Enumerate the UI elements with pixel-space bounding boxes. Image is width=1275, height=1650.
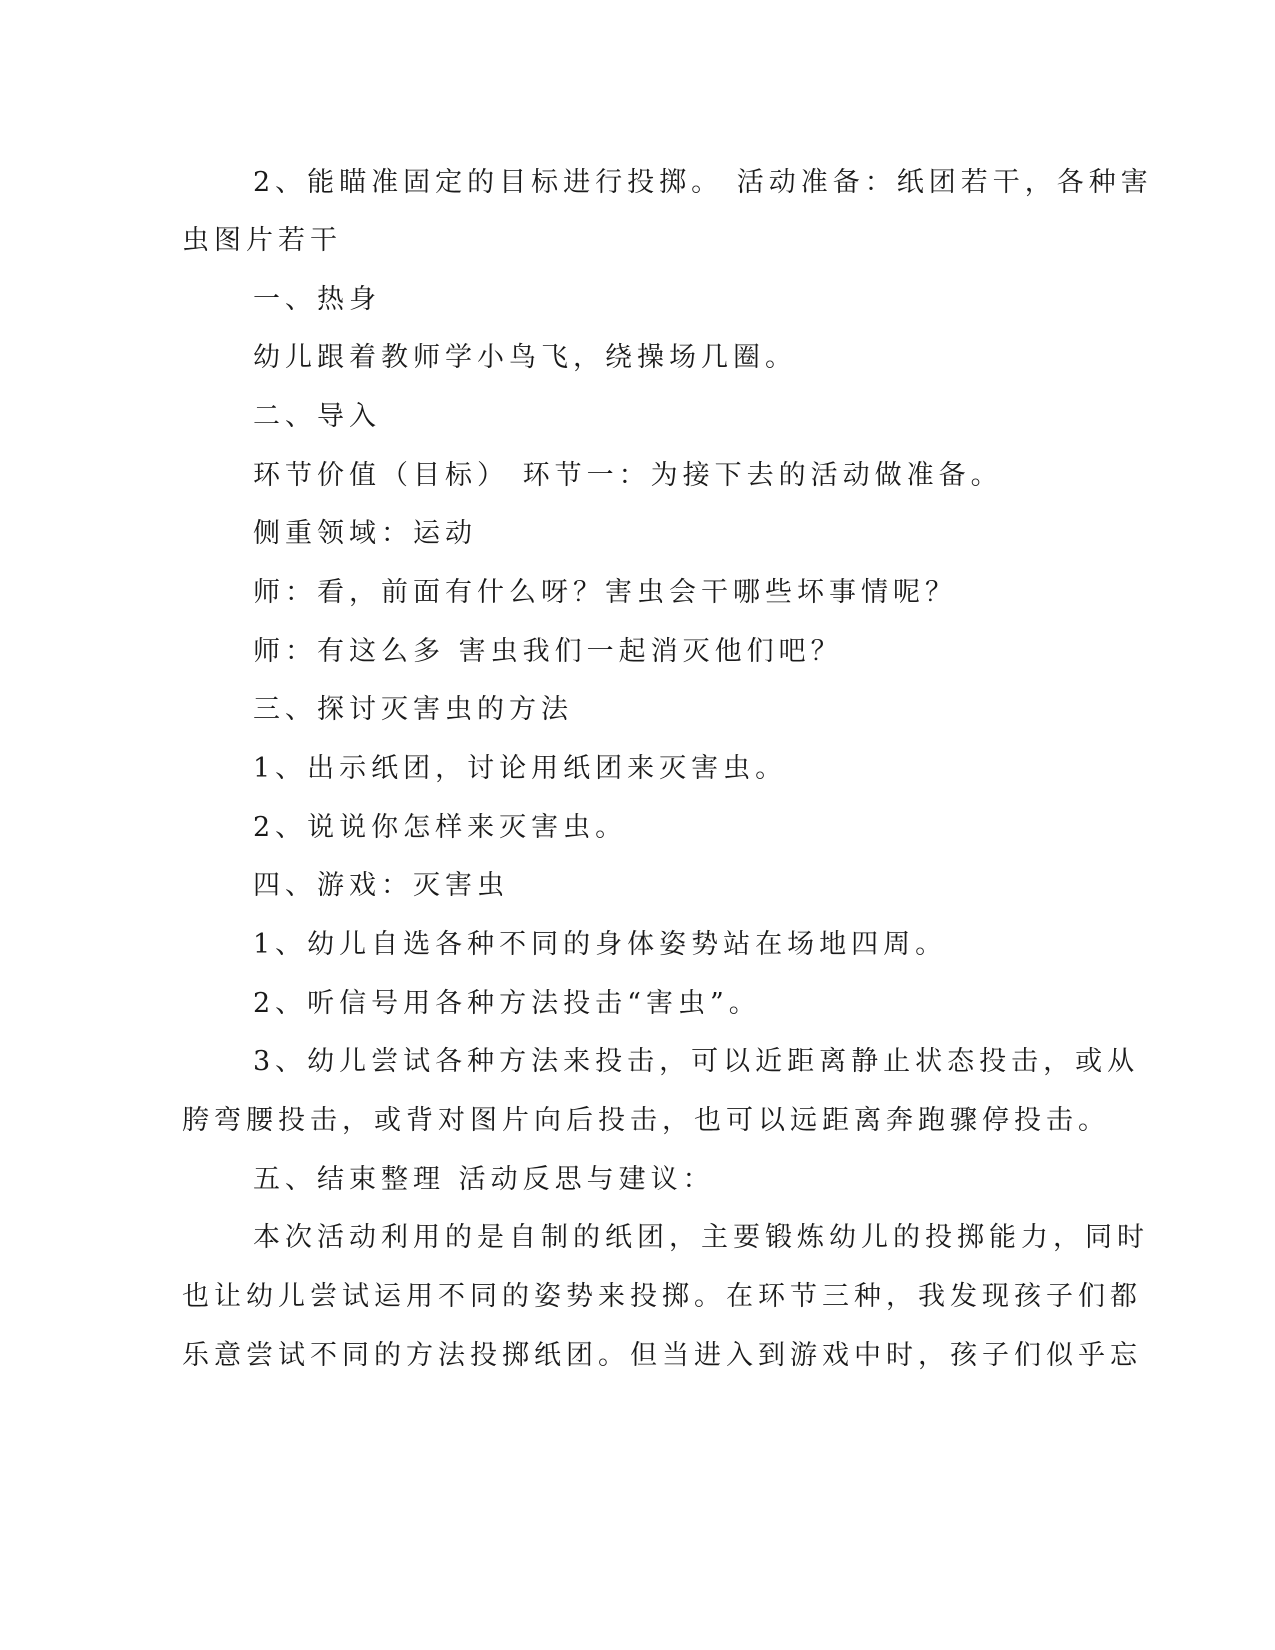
- text-line-7: 侧重领域：运动: [253, 518, 477, 549]
- text-line-8: 师：看，前面有什么呀？害虫会干哪些坏事情呢？: [253, 577, 957, 608]
- text-line-4: 幼儿跟着教师学小鸟飞，绕操场几圈。: [253, 342, 797, 373]
- text-line-12: 2、说说你怎样来灭害虫。: [253, 812, 628, 843]
- text-line-16: 3、幼儿尝试各种方法来投击，可以近距离静止状态投击，或从: [253, 1046, 1140, 1077]
- section-heading-warmup: 一、热身: [253, 284, 381, 315]
- text-line-2: 虫图片若干: [182, 225, 342, 256]
- text-line-15: 2、听信号用各种方法投击“害虫”。: [253, 988, 761, 1019]
- text-line-9: 师：有这么多 害虫我们一起消灭他们吧？: [253, 636, 843, 667]
- section-heading-wrapup: 五、结束整理 活动反思与建议：: [253, 1164, 715, 1195]
- text-line-6: 环节价值（目标） 环节一：为接下去的活动做准备。: [253, 460, 1003, 491]
- text-line-19: 本次活动利用的是自制的纸团，主要锻炼幼儿的投掷能力，同时: [253, 1222, 1149, 1253]
- text-line-1: 2、能瞄准固定的目标进行投掷。 活动准备：纸团若干，各种害: [253, 167, 1153, 198]
- text-line-20: 也让幼儿尝试运用不同的姿势来投掷。在环节三种，我发现孩子们都: [182, 1281, 1142, 1312]
- text-line-17: 胯弯腰投击，或背对图片向后投击，也可以远距离奔跑骤停投击。: [182, 1105, 1110, 1136]
- section-heading-intro: 二、导入: [253, 401, 381, 432]
- section-heading-game: 四、游戏：灭害虫: [253, 870, 509, 901]
- section-heading-method: 三、探讨灭害虫的方法: [253, 694, 573, 725]
- text-line-14: 1、幼儿自选各种不同的身体姿势站在场地四周。: [253, 929, 948, 960]
- text-line-11: 1、出示纸团，讨论用纸团来灭害虫。: [253, 753, 788, 784]
- text-line-21: 乐意尝试不同的方法投掷纸团。但当进入到游戏中时，孩子们似乎忘: [182, 1340, 1142, 1371]
